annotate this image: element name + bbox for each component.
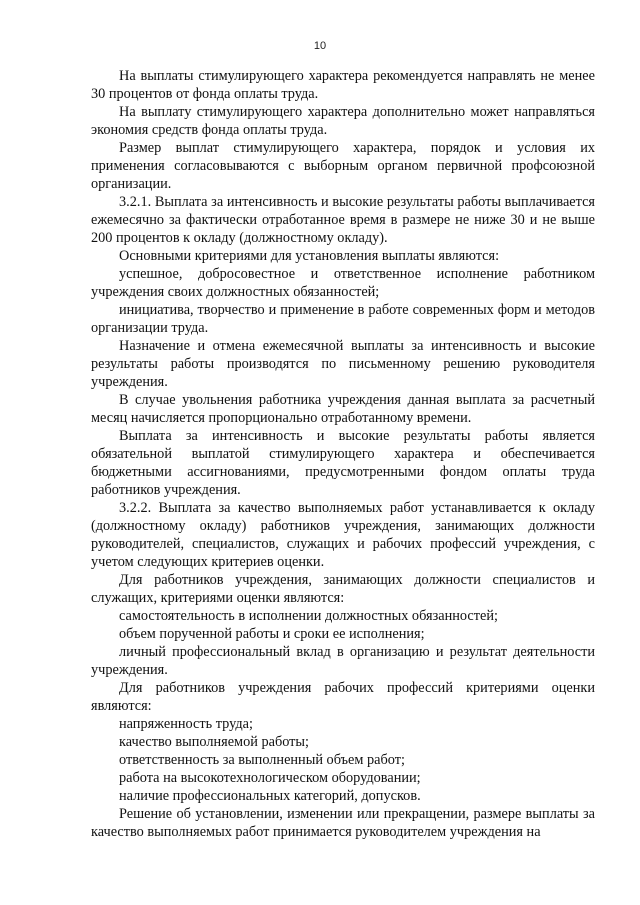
page-number: 10 xyxy=(313,40,327,52)
paragraph: 3.2.1. Выплата за интенсивность и высокие результаты работы выплачивается ежемесячно за фактически отработанное время в размере не ниже 30 и не выше 200 процентов к окладу (должностному окладу). xyxy=(91,194,595,246)
paragraph: качество выполняемой работы; xyxy=(119,734,310,750)
paragraph: Выплата за интенсивность и высокие результаты работы является обязательной выплатой стимулирующего характера и обеспечивается бюджетными ассигнованиями, предусмотренными фондом оплаты труда работников учреждения. xyxy=(91,428,595,498)
paragraph: ответственность за выполненный объем работ; xyxy=(119,752,405,768)
paragraph: личный профессиональный вклад в организацию и результат деятельности учреждения. xyxy=(91,644,595,678)
paragraph: Размер выплат стимулирующего характера, порядок и условия их применения согласовываются с выборным органом первичной профсоюзной организации. xyxy=(91,140,595,192)
paragraph: напряженность труда; xyxy=(119,716,253,732)
paragraph: инициатива, творчество и применение в работе современных форм и методов организации труда. xyxy=(91,302,595,336)
paragraph: успешное, добросовестное и ответственное исполнение работником учреждения своих должностных обязанностей; xyxy=(91,266,595,300)
paragraph: В случае увольнения работника учреждения данная выплата за расчетный месяц начисляется пропорционально отработанному времени. xyxy=(91,392,595,426)
paragraph: Для работников учреждения рабочих профессий критериями оценки являются: xyxy=(91,680,595,714)
document-body xyxy=(91,67,595,841)
paragraph: самостоятельность в исполнении должностных обязанностей; xyxy=(119,608,498,624)
paragraph: 3.2.2. Выплата за качество выполняемых работ устанавливается к окладу (должностному окладу) работников учреждения, занимающих должности руководителей, специалистов, служащих и рабочих профессий учреждения, с учетом следующих критериев оценки. xyxy=(91,500,595,570)
paragraph: Для работников учреждения, занимающих должности специалистов и служащих, критериями оценки являются: xyxy=(91,572,595,606)
paragraph: наличие профессиональных категорий, допусков. xyxy=(119,788,421,804)
paragraph: На выплаты стимулирующего характера рекомендуется направлять не менее 30 процентов от фонда оплаты труда. xyxy=(91,68,595,102)
paragraph: На выплату стимулирующего характера дополнительно может направляться экономия средств фонда оплаты труда. xyxy=(91,104,595,138)
paragraph: Основными критериями для установления выплаты являются: xyxy=(119,248,500,264)
paragraph: Решение об установлении, изменении или прекращении, размере выплаты за качество выполняемых работ принимается руководителем учреждения на xyxy=(91,806,595,840)
paragraph: работа на высокотехнологическом оборудовании; xyxy=(119,770,421,786)
paragraph: объем порученной работы и сроки ее исполнения; xyxy=(119,626,425,642)
paragraph: Назначение и отмена ежемесячной выплаты за интенсивность и высокие результаты работы производятся по письменному решению руководителя учреждения. xyxy=(91,338,595,390)
